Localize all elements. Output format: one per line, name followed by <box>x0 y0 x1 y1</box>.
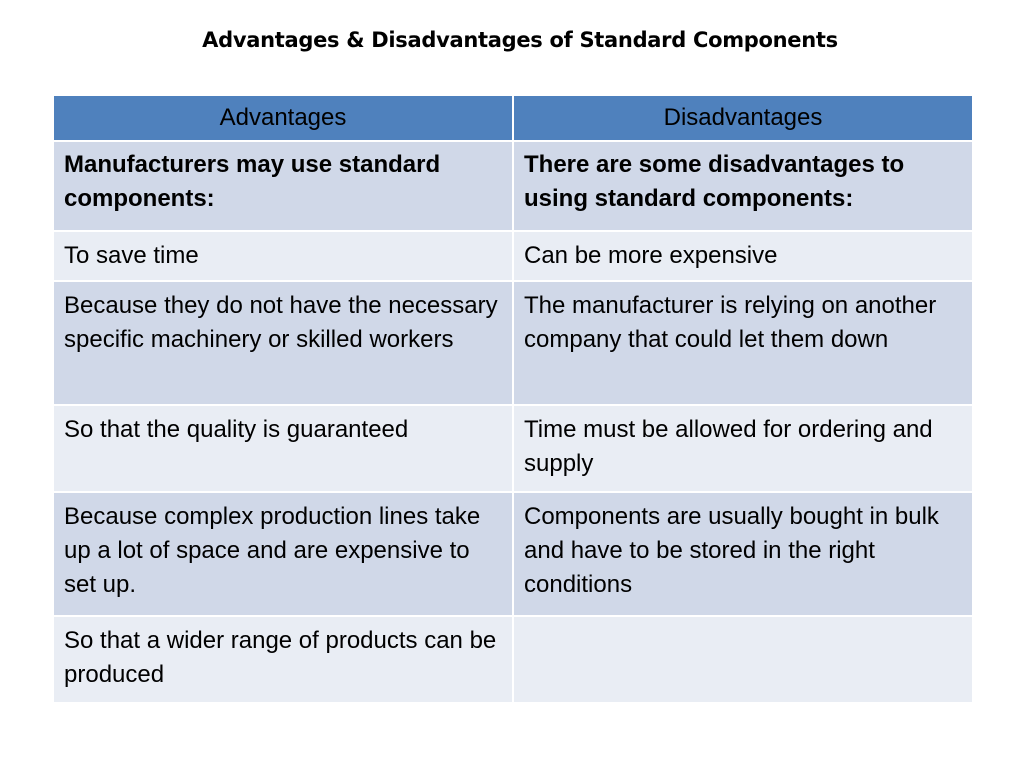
table-row <box>53 141 973 231</box>
advantage-cell: So that the quality is guaranteed <box>53 405 513 492</box>
disadvantage-cell: Time must be allowed for ordering and supply <box>513 405 973 492</box>
header-advantages: Advantages <box>53 95 513 141</box>
advantage-cell: Manufacturers may use standard components: <box>53 141 513 231</box>
advantage-cell: Because they do not have the necessary specific machinery or skilled workers <box>53 281 513 405</box>
table-row <box>53 281 973 405</box>
advantage-cell: To save time <box>53 231 513 281</box>
comparison-table <box>52 94 974 704</box>
disadvantage-cell: The manufacturer is relying on another company that could let them down <box>513 281 973 405</box>
disadvantage-cell: There are some disadvantages to using standard components: <box>513 141 973 231</box>
advantage-cell: Because complex production lines take up a lot of space and are expensive to set up. <box>53 492 513 616</box>
disadvantage-cell: Components are usually bought in bulk and have to be stored in the right conditions <box>513 492 973 616</box>
table-row <box>53 405 973 492</box>
slide-title: Advantages & Disadvantages of Standard Components <box>202 28 838 52</box>
table-row <box>53 616 973 703</box>
disadvantage-cell: Can be more expensive <box>513 231 973 281</box>
header-disadvantages: Disadvantages <box>513 95 973 141</box>
advantage-cell: So that a wider range of products can be produced <box>53 616 513 703</box>
table-row <box>53 492 973 616</box>
table-row <box>53 231 973 281</box>
disadvantage-cell <box>513 616 973 703</box>
table-header-row <box>53 95 973 141</box>
